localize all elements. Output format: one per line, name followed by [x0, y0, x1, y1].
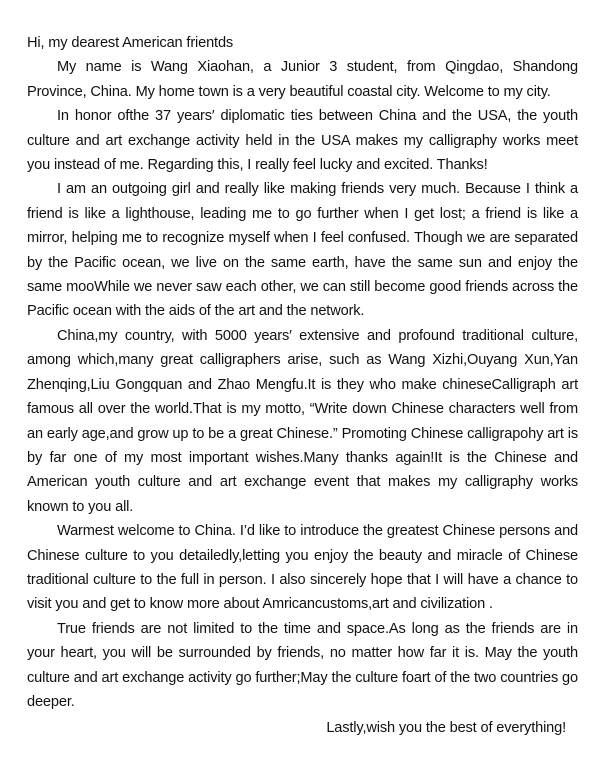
letter-paragraph-welcome: Warmest welcome to China. I’d like to introduce the greatest Chinese persons and Chinese culture to you detailedly,letting you enjoy the beauty and miracle of Chinese traditional culture to the full in person. I also sincerely hope that I will have a chance to visit you and get to know more about Amricancustoms,art and civilization .	[27, 523, 578, 613]
letter-body	[27, 31, 578, 741]
letter-closing: Lastly,wish you the best of everything!	[326, 720, 566, 737]
letter-paragraph-true-friends: True friends are not limited to the time and space.As long as the friends are in your heart, you will be surrounded by friends, no matter how far it is. May the youth culture and art exchange activity go further;May the culture foart of the two countries go deeper.	[27, 620, 578, 710]
letter-paragraph-calligraphy: China,my country, with 5000 years′ extensive and profound traditional culture, among which,many great calligraphers arise, such as Wang Xizhi,Ouyang Xun,Yan Zhenqing,Liu Gongquan and Zhao Mengfu.It is they who make chineseCalligraph art famous all over the world.That is my motto, “Write down Chinese characters well from an early age,and grow up to be a great Chinese.” Promoting Chinese calligrapohy art is by far one of my most important wishes.Many thanks again!It is the Chinese and American youth culture and art exchange event that makes my calligraphy works known to you all.	[27, 327, 578, 515]
letter-paragraph-introduction: My name is Wang Xiaohan, a Junior 3 student, from Qingdao, Shandong Province, China. My home town is a very beautiful coastal city. Welcome to my city.	[27, 59, 578, 100]
letter-paragraph-friendship: I am an outgoing girl and really like making friends very much. Because I think a friend is like a lighthouse, leading me to go further when I get lost; a friend is like a mirror, helping me to recognize myself when I feel confused. Though we are separated by the Pacific ocean, we live on the same earth, have the same sun and enjoy the same mooWhile we never saw each other, we can still become good friends across the Pacific ocean with the aids of the art and the network.	[27, 181, 578, 320]
letter-greeting: Hi, my dearest American frientds	[27, 35, 234, 51]
letter-paragraph-diplomatic-ties: In honor ofthe 37 years′ diplomatic ties between China and the USA, the youth culture and art exchange activity held in the USA makes my calligraphy works meet you instead of me. Regarding this, I really feel lucky and excited. Thanks!	[27, 108, 578, 174]
